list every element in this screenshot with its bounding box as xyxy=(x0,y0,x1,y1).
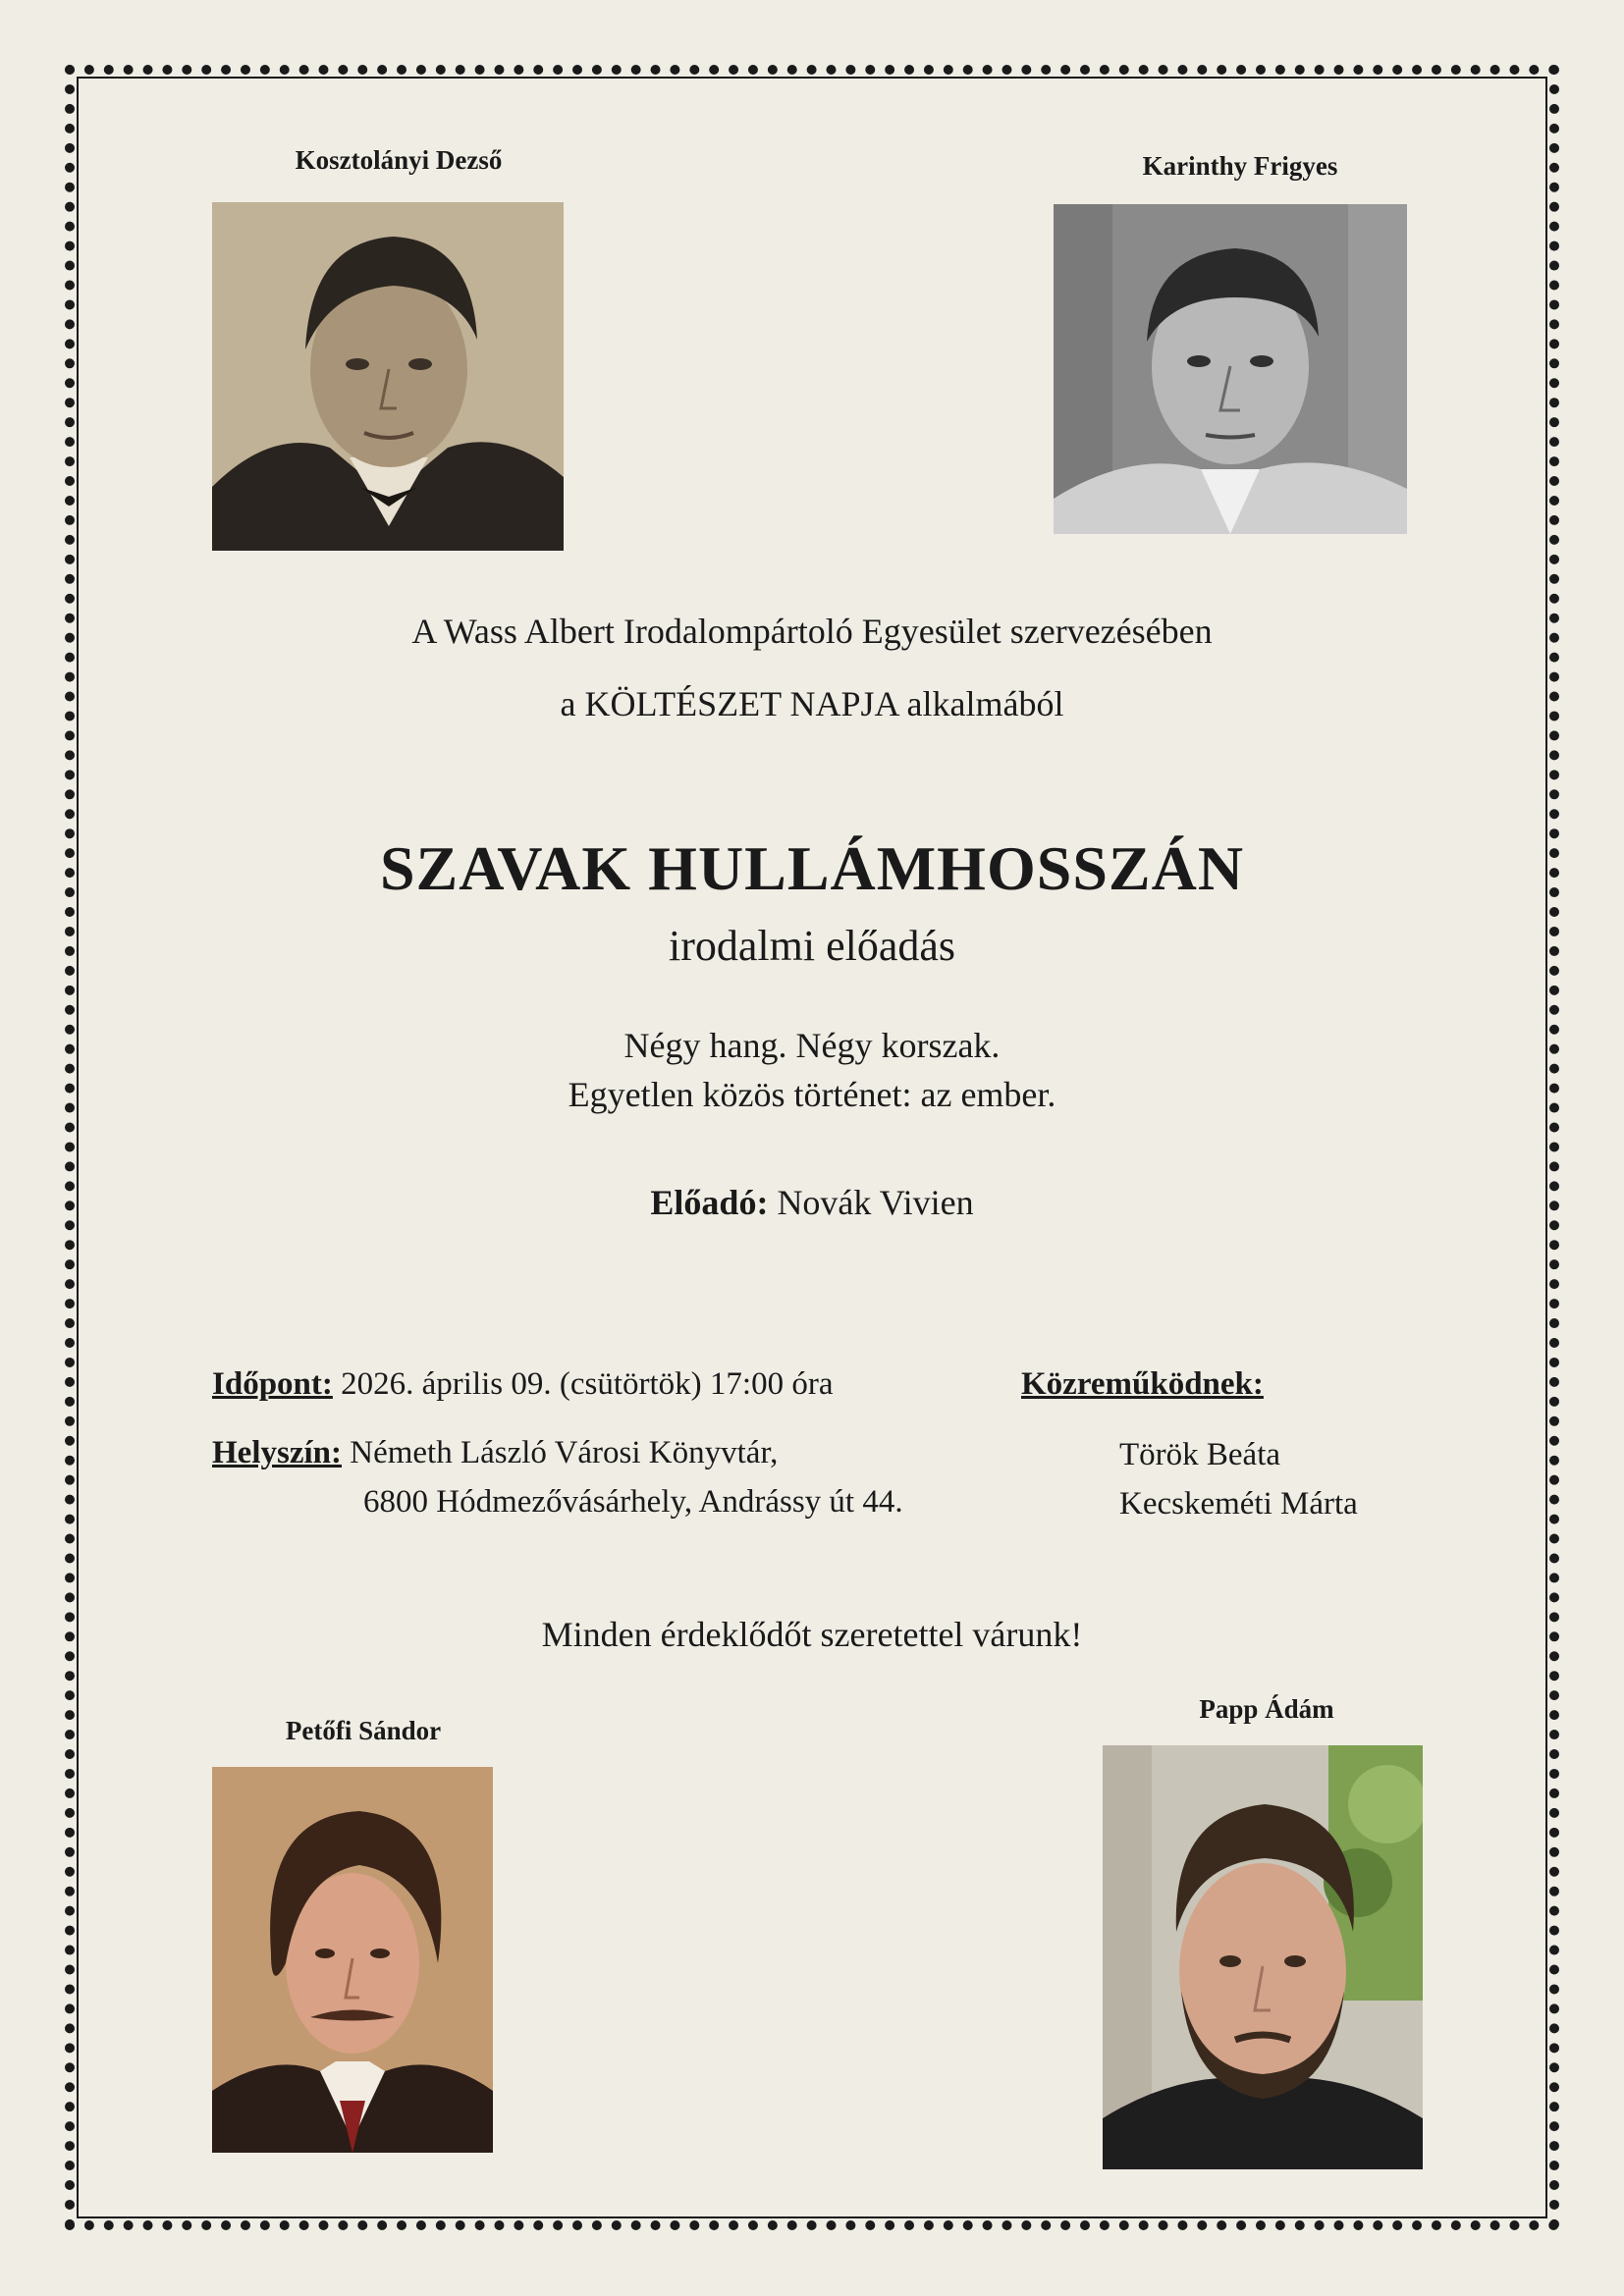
presenter-label: Előadó: xyxy=(650,1183,769,1222)
closing-invitation: Minden érdeklődőt szeretettel várunk! xyxy=(541,1615,1083,1654)
portrait-karinthy xyxy=(1054,204,1407,534)
portrait-petofi xyxy=(212,1767,493,2153)
portrait-caption-petofi: Petőfi Sándor xyxy=(285,1716,442,1745)
place-line-1: Németh László Városi Könyvtár, xyxy=(350,1435,779,1470)
portrait-caption-karinthy: Karinthy Frigyes xyxy=(1142,151,1338,181)
presenter xyxy=(0,1182,1624,1223)
place-row xyxy=(212,1435,778,1471)
tagline-1: Négy hang. Négy korszak. xyxy=(623,1026,1001,1065)
event-subtitle: irodalmi előadás xyxy=(668,922,955,970)
intro-organizer: A Wass Albert Irodalompártoló Egyesület szervezésében xyxy=(411,612,1213,651)
intro-occasion: a KÖLTÉSZET NAPJA alkalmából xyxy=(560,684,1064,723)
event-title: SZAVAK HULLÁMHOSSZÁN xyxy=(379,833,1245,903)
contributors-label: Közreműködnek: xyxy=(1021,1366,1264,1402)
portrait-caption-papp: Papp Ádám xyxy=(1199,1694,1334,1724)
place-label: Helyszín: xyxy=(212,1435,342,1470)
contributor-2: Kecskeméti Márta xyxy=(1119,1486,1358,1522)
time-row xyxy=(212,1366,833,1403)
contributor-1: Török Beáta xyxy=(1119,1437,1281,1472)
place-line-2: 6800 Hódmezővásárhely, Andrássy út 44. xyxy=(363,1484,903,1520)
time-label: Időpont: xyxy=(212,1366,333,1402)
tagline-2: Egyetlen közös történet: az ember. xyxy=(568,1075,1056,1114)
portrait-kosztolanyi xyxy=(212,202,564,551)
time-value: 2026. április 09. (csütörtök) 17:00 óra xyxy=(341,1366,834,1402)
portrait-caption-kosztolanyi: Kosztolányi Dezső xyxy=(295,145,503,175)
portrait-papp xyxy=(1103,1745,1423,2169)
presenter-name: Novák Vivien xyxy=(777,1183,974,1222)
